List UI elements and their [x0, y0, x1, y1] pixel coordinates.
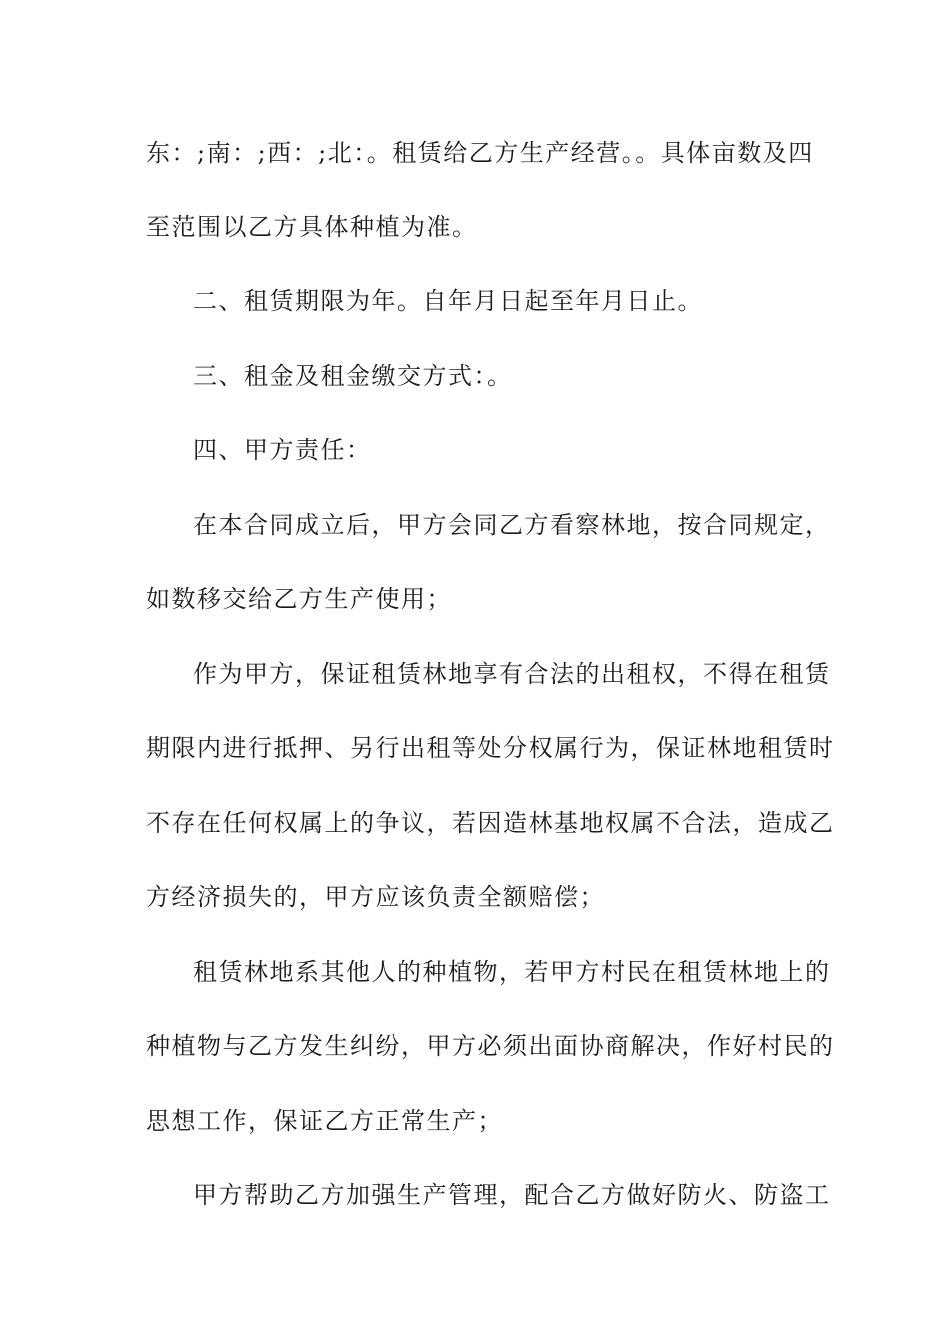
text-line: 思想工作，保证乙方正常生产；: [146, 1107, 503, 1135]
text-line: 期限内进行抵押、另行出租等处分权属行为，保证林地租赁时: [146, 734, 835, 762]
section-heading: 三、租金及租金缴交方式：。: [193, 362, 513, 390]
text-line: 租赁林地系其他人的种植物，若甲方村民在租赁林地上的: [193, 958, 831, 986]
section-heading: 二、租赁期限为年。自年月日起至年月日止。: [193, 287, 703, 315]
text-line: 如数移交给乙方生产使用；: [146, 585, 452, 613]
text-line: 方经济损失的，甲方应该负责全额赔偿；: [146, 883, 605, 911]
text-line: 至范围以乙方具体种植为准。: [146, 213, 478, 241]
text-line: 作为甲方，保证租赁林地享有合法的出租权，不得在租赁: [193, 660, 831, 688]
text-line: 甲方帮助乙方加强生产管理，配合乙方做好防火、防盗工: [193, 1181, 831, 1209]
section-heading: 四、甲方责任：: [193, 436, 372, 464]
text-line: 不存在任何权属上的争议，若因造林基地权属不合法，造成乙: [146, 809, 835, 837]
text-line: 在本合同成立后，甲方会同乙方看察林地，按合同规定，: [193, 511, 831, 539]
text-line: 种植物与乙方发生纠纷，甲方必须出面协商解决，作好村民的: [146, 1032, 835, 1060]
text-line: 东：;南：;西：;北：。租赁给乙方生产经营。。具体亩数及四: [146, 139, 814, 167]
